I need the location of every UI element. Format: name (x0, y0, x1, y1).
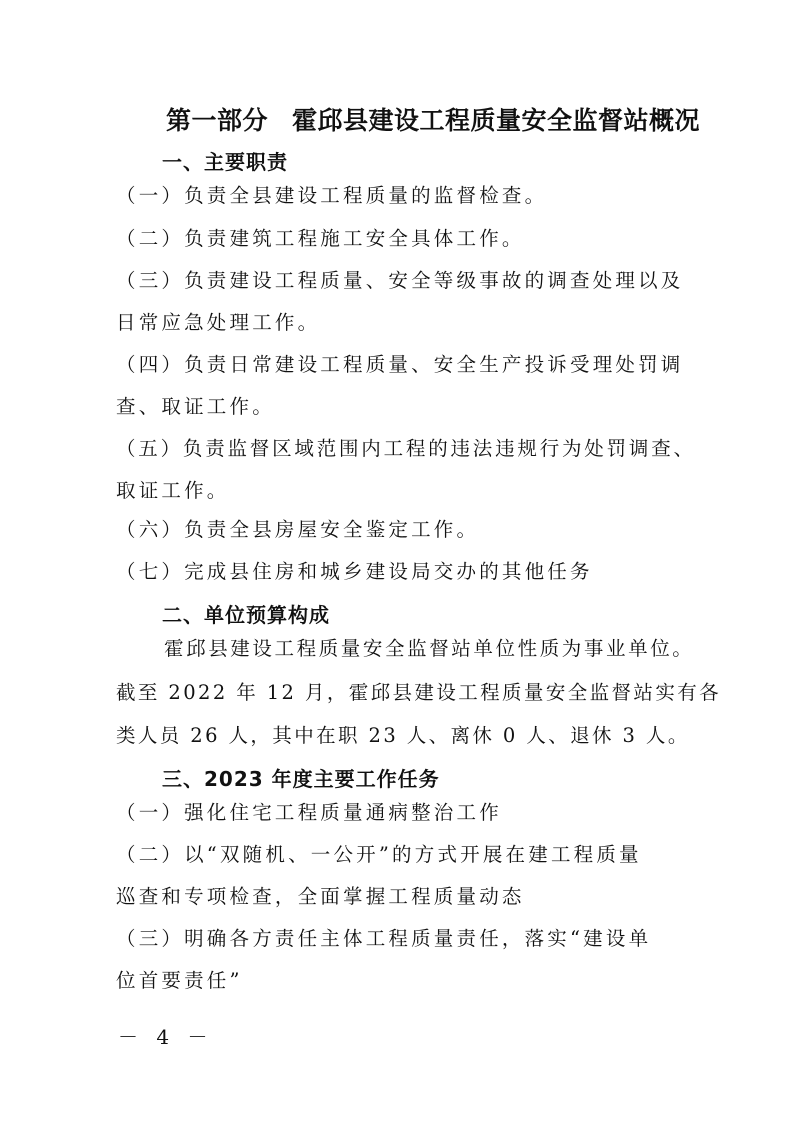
duty-line-5-cont: 取证工作。 (116, 479, 230, 502)
page-title (166, 101, 700, 137)
duty-line-1: （一）负责全县建设工程质量的监督检查。 (116, 184, 548, 207)
task-line-2-cont: 巡查和专项检查，全面掌握工程质量动态 (116, 885, 525, 908)
title-part: 第一部分 (166, 106, 269, 135)
section-heading-duties: 一、主要职责 (162, 150, 288, 174)
duty-line-3: （三）负责建设工程质量、安全等级事故的调查处理以及 (116, 269, 684, 292)
duty-line-6: （六）负责全县房屋安全鉴定工作。 (116, 518, 480, 541)
duty-line-3-cont: 日常应急处理工作。 (116, 311, 321, 334)
duty-line-2: （二）负责建筑工程施工安全具体工作。 (116, 227, 525, 250)
budget-line-1: 霍邱县建设工程质量安全监督站单位性质为事业单位。 (164, 637, 695, 660)
budget-line-3: 类人员 26 人，其中在职 23 人、离休 0 人、退休 3 人。 (116, 724, 690, 747)
title-name: 霍邱县建设工程质量安全监督站概况 (292, 106, 701, 135)
duty-line-4-cont: 查、取证工作。 (116, 395, 275, 418)
task-line-3: （三）明确各方责任主体工程质量责任，落实“建设单 (116, 927, 652, 950)
task-line-2: （二）以“双随机、一公开”的方式开展在建工程质量 (116, 843, 642, 866)
task-line-3-cont: 位首要责任” (116, 969, 243, 992)
page-number: － 4 － (118, 1025, 214, 1049)
duty-line-4: （四）负责日常建设工程质量、安全生产投诉受理处罚调 (116, 353, 684, 376)
duty-line-5: （五）负责监督区域范围内工程的违法违规行为处罚调查、 (116, 437, 696, 460)
duty-line-7: （七）完成县住房和城乡建设局交办的其他任务 (116, 560, 593, 583)
budget-line-2: 截至 2022 年 12 月，霍邱县建设工程质量安全监督站实有各 (116, 681, 722, 704)
section-heading-tasks: 三、2023 年度主要工作任务 (162, 767, 440, 791)
section-heading-budget: 二、单位预算构成 (162, 603, 330, 627)
task-line-1: （一）强化住宅工程质量通病整治工作 (116, 801, 502, 824)
